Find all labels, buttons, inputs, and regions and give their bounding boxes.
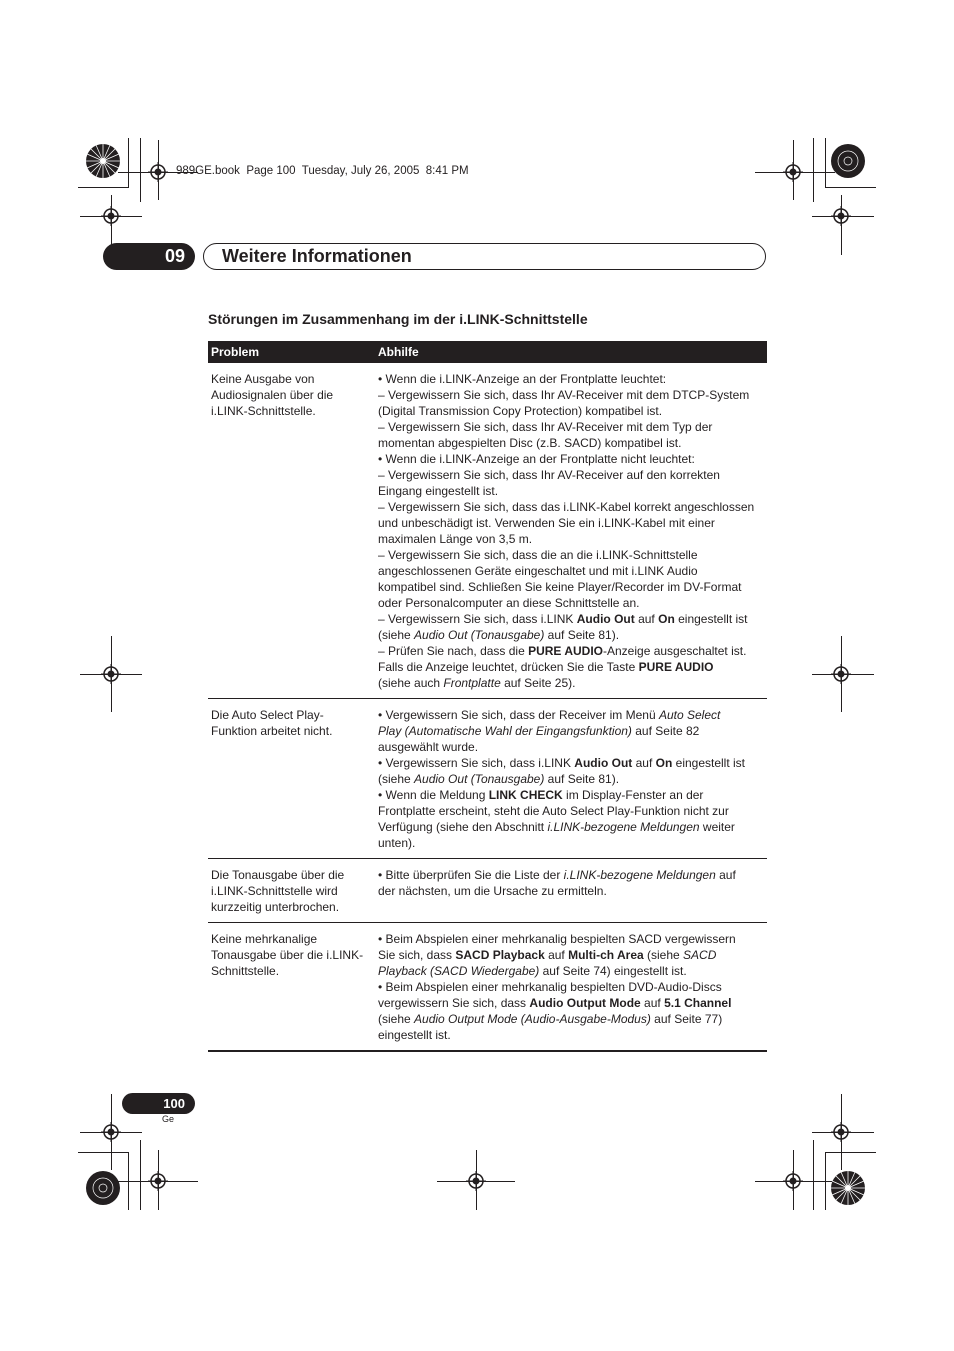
solution-text: • Wenn die i.LINK-Anzeige an der Frontplatte leuchtet: [378, 372, 667, 386]
solution-text: auf [632, 756, 656, 770]
solution-text: eingestellt ist. [378, 1028, 451, 1042]
solution-text: Falls die Anzeige leuchtet, drücken Sie die Taste [378, 660, 639, 674]
solution-text: oder Personalcomputer an diese Schnittstelle an. [378, 596, 640, 610]
solution-text: Verfügung (siehe den Abschnitt [378, 820, 548, 834]
solution-line [378, 579, 764, 595]
problem-line: Keine mehrkanalige [211, 932, 318, 946]
reference-title: SACD [683, 948, 717, 962]
solution-line [378, 883, 764, 899]
registration-target-icon [783, 162, 803, 182]
solution-text: weiter [699, 820, 735, 834]
starburst-mark-icon [830, 143, 866, 179]
solution-line [378, 819, 764, 835]
solution-text: eingestellt ist [674, 612, 748, 626]
solution-cell [374, 923, 767, 1052]
solution-text: • Bitte überprüfen Sie die Liste der [378, 868, 564, 882]
reference-title: Audio Out (Tonausgabe) [414, 772, 545, 786]
solution-text: (siehe [378, 628, 415, 642]
starburst-mark-icon [85, 1170, 121, 1206]
solution-text: auf Seite 77) [650, 1012, 723, 1026]
reference-title: Frontplatte [443, 676, 501, 690]
problem-line: Die Auto Select Play- [211, 708, 324, 722]
registration-target-icon [831, 206, 851, 226]
solution-text: – Vergewissern Sie sich, dass Ihr AV-Receiver mit dem DTCP-System [378, 388, 750, 402]
solution-line [378, 451, 764, 467]
solution-line [378, 659, 764, 675]
solution-line [378, 707, 764, 723]
solution-line [378, 1027, 764, 1043]
solution-text: (siehe auch [378, 676, 444, 690]
problem-line: Audiosignalen über die [211, 388, 334, 402]
table-header-row [208, 341, 767, 363]
solution-text: • Wenn die i.LINK-Anzeige an der Frontplatte nicht leuchtet: [378, 452, 695, 466]
solution-line [378, 403, 764, 419]
solution-line [378, 723, 764, 739]
solution-text: – Vergewissern Sie sich, dass i.LINK [378, 612, 577, 626]
page-language: Ge [162, 1114, 175, 1124]
solution-text: • Beim Abspielen einer mehrkanalig bespielten DVD-Audio-Discs [378, 980, 722, 994]
solution-text: unten). [378, 836, 416, 850]
reference-title: Auto Select [658, 708, 721, 722]
solution-text: (siehe [378, 1012, 415, 1026]
solution-line [378, 739, 764, 755]
solution-text: auf Seite 81). [544, 628, 620, 642]
solution-line [378, 755, 764, 771]
setting-name: Multi-ch Area [568, 948, 644, 962]
solution-text: – Prüfen Sie nach, dass die [378, 644, 529, 658]
solution-line [378, 643, 764, 659]
problem-cell [208, 699, 374, 859]
reference-title: Audio Output Mode (Audio-Ausgabe-Modus) [414, 1012, 651, 1026]
solution-line [378, 995, 764, 1011]
solution-line [378, 547, 764, 563]
reference-title: Audio Out (Tonausgabe) [414, 628, 545, 642]
solution-text: der nächsten, um die Ursache zu ermitteln. [378, 884, 607, 898]
solution-text: (siehe [643, 948, 684, 962]
table-row [208, 923, 767, 1052]
solution-line [378, 387, 764, 403]
solution-text: • Wenn die Meldung [378, 788, 489, 802]
solution-text: momentan abgespielten Disc (z.B. SACD) kompatibel ist. [378, 436, 682, 450]
solution-line [378, 611, 764, 627]
chapter-title-box [203, 243, 766, 270]
setting-name: Audio Out [576, 612, 635, 626]
page-number: 100 [163, 1096, 185, 1111]
setting-name: 5.1 Channel [664, 996, 732, 1010]
setting-name: SACD Playback [455, 948, 545, 962]
solution-text: – Vergewissern Sie sich, dass Ihr AV-Receiver mit dem Typ der [378, 420, 713, 434]
solution-line [378, 803, 764, 819]
solution-text: auf Seite 74) eingestellt ist. [539, 964, 687, 978]
registration-target-icon [101, 1122, 121, 1142]
reference-title: Playback (SACD Wiedergabe) [378, 964, 540, 978]
chapter-number-badge [103, 243, 195, 270]
solution-text: Sie sich, dass [378, 948, 456, 962]
solution-text: ausgewählt wurde. [378, 740, 479, 754]
registration-target-icon [831, 1122, 851, 1142]
solution-cell [374, 363, 767, 699]
solution-text: kompatibel sind. Schließen Sie keine Player/Recorder im DV-Format [378, 580, 742, 594]
setting-name: PURE AUDIO [528, 644, 603, 658]
table-row [208, 699, 767, 859]
reference-title: Play (Automatische Wahl der Eingangsfunktion) [378, 724, 632, 738]
solution-line [378, 675, 764, 691]
solution-text: auf Seite 82 [631, 724, 700, 738]
solution-text: – Vergewissern Sie sich, dass Ihr AV-Receiver auf den korrekten [378, 468, 720, 482]
solution-line [378, 515, 764, 531]
solution-text: • Beim Abspielen einer mehrkanalig bespielten SACD vergewissern [378, 932, 736, 946]
solution-line [378, 627, 764, 643]
solution-text: auf [544, 948, 569, 962]
solution-cell [374, 699, 767, 859]
registration-target-icon [466, 1171, 486, 1191]
table-row [208, 859, 767, 923]
solution-line [378, 787, 764, 803]
setting-name: Audio Output Mode [529, 996, 641, 1010]
problem-line: Keine Ausgabe von [211, 372, 315, 386]
problem-line: i.LINK-Schnittstelle. [211, 404, 316, 418]
problem-cell [208, 363, 374, 699]
solution-text: Frontplatte erscheint, steht die Auto Select Play-Funktion nicht zur [378, 804, 729, 818]
registration-target-icon [148, 1171, 168, 1191]
setting-name: Audio Out [574, 756, 633, 770]
registration-target-icon [148, 162, 168, 182]
problem-line: Schnittstelle. [211, 964, 280, 978]
troubleshooting-table [208, 341, 767, 1052]
reference-title: i.LINK-bezogene Meldungen [563, 868, 716, 882]
solution-text: eingestellt ist [672, 756, 746, 770]
solution-text: im Display-Fenster an der [562, 788, 704, 802]
setting-name: PURE AUDIO [638, 660, 714, 674]
solution-line [378, 499, 764, 515]
solution-text: angeschlossenen Geräte eingeschaltet und mit i.LINK Audio [378, 564, 698, 578]
solution-line [378, 963, 764, 979]
starburst-mark-icon [830, 1170, 866, 1206]
solution-line [378, 771, 764, 787]
problem-cell [208, 859, 374, 923]
solution-text: – Vergewissern Sie sich, dass das i.LINK-Kabel korrekt angeschlossen [378, 500, 755, 514]
problem-line: i.LINK-Schnittstelle wird [211, 884, 338, 898]
solution-line [378, 467, 764, 483]
solution-line [378, 419, 764, 435]
problem-line: Funktion arbeitet nicht. [211, 724, 333, 738]
solution-line [378, 979, 764, 995]
solution-line [378, 867, 764, 883]
solution-line [378, 835, 764, 851]
setting-name: On [658, 612, 675, 626]
solution-text: (Digital Transmission Copy Protection) kompatibel ist. [378, 404, 663, 418]
solution-text: – Vergewissern Sie sich, dass die an die i.LINK-Schnittstelle [378, 548, 698, 562]
solution-line [378, 563, 764, 579]
problem-line: Die Tonausgabe über die [211, 868, 345, 882]
problem-cell [208, 923, 374, 1052]
chapter-number: 09 [164, 246, 185, 266]
solution-line [378, 435, 764, 451]
reference-title: i.LINK-bezogene Meldungen [547, 820, 700, 834]
section-heading: Störungen im Zusammenhang im der i.LINK-Schnittstelle [208, 311, 588, 327]
solution-text: und unbeschädigt ist. Verwenden Sie ein i.LINK-Kabel mit einer [378, 516, 715, 530]
registration-target-icon [101, 206, 121, 226]
solution-text: vergewissern Sie sich, dass [378, 996, 530, 1010]
registration-target-icon [783, 1171, 803, 1191]
solution-line [378, 947, 764, 963]
solution-text: auf [640, 996, 665, 1010]
solution-cell [374, 859, 767, 923]
print-info: 989GE.book Page 100 Tuesday, July 26, 2005 8:41 PM [176, 165, 469, 177]
problem-line: kurzzeitig unterbrochen. [211, 900, 340, 914]
solution-text: auf Seite 81). [544, 772, 620, 786]
registration-target-icon [101, 664, 121, 684]
table-row [208, 363, 767, 699]
solution-text: auf Seite 25). [500, 676, 576, 690]
page-number-badge [122, 1093, 195, 1114]
setting-name: LINK CHECK [488, 788, 563, 802]
solution-line [378, 531, 764, 547]
solution-line [378, 483, 764, 499]
column-header-problem: Problem [208, 341, 374, 363]
solution-line [378, 931, 764, 947]
solution-text: maximalen Länge von 3,5 m. [378, 532, 533, 546]
chapter-title: Weitere Informationen [222, 246, 412, 266]
column-header-solution: Abhilfe [374, 341, 767, 363]
solution-text: auf [715, 868, 736, 882]
solution-text: • Vergewissern Sie sich, dass der Receiver im Menü [378, 708, 659, 722]
starburst-mark-icon [85, 143, 121, 179]
setting-name: On [655, 756, 673, 770]
problem-line: Tonausgabe über die i.LINK- [211, 948, 364, 962]
solution-line [378, 371, 764, 387]
solution-text: auf [634, 612, 659, 626]
solution-line [378, 1011, 764, 1027]
solution-text: Eingang eingestellt ist. [378, 484, 499, 498]
registration-target-icon [831, 664, 851, 684]
solution-text: • Vergewissern Sie sich, dass i.LINK [378, 756, 575, 770]
solution-text: (siehe [378, 772, 415, 786]
solution-line [378, 595, 764, 611]
solution-text: -Anzeige ausgeschaltet ist. [603, 644, 747, 658]
table-body [208, 363, 767, 1051]
